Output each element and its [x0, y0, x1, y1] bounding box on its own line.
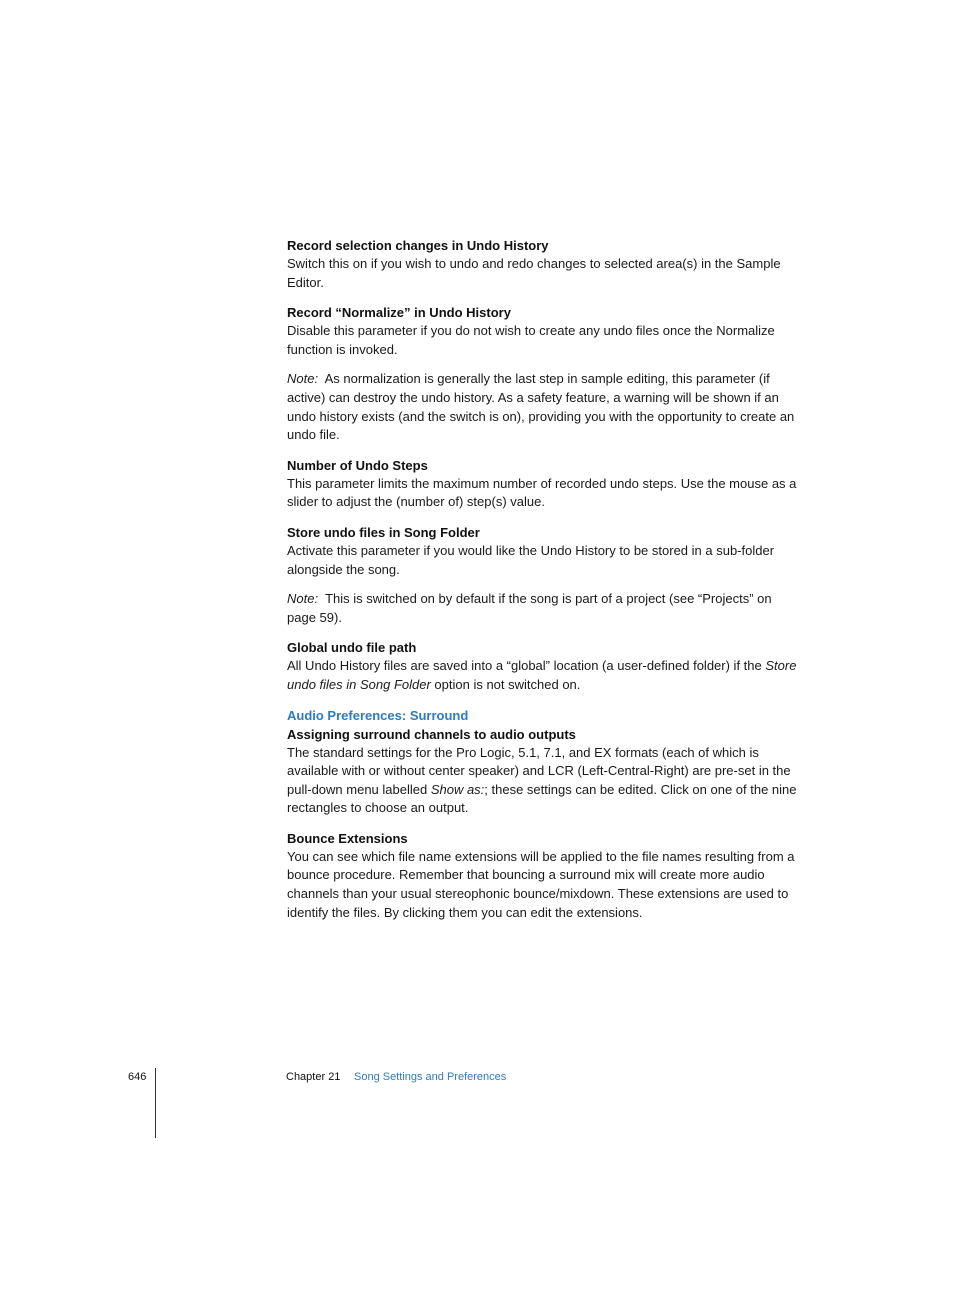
- section-bounce-extensions: [287, 829, 797, 922]
- section-heading: Global undo file path: [287, 640, 417, 656]
- note-normalization: [287, 370, 797, 444]
- page-content: [287, 236, 797, 933]
- menu-label: Show as:: [430, 781, 485, 797]
- body-text: ; these settings can be edited. Click on one of the nine rectangles to choose an output.: [287, 781, 797, 816]
- section-body: [287, 657, 797, 694]
- chapter-label: Chapter 21: [286, 1071, 341, 1083]
- section-record-selection: [287, 236, 797, 292]
- section-body: Switch this on if you wish to undo and redo changes to selected area(s) in the Sample Editor.: [287, 256, 781, 290]
- section-heading: Number of Undo Steps: [287, 457, 428, 473]
- page-number: 646: [128, 1071, 147, 1083]
- section-heading: Record selection changes in Undo History: [287, 238, 549, 253]
- note-project-default: [287, 590, 797, 627]
- section-heading: Record “Normalize” in Undo History: [287, 305, 511, 321]
- section-global-path: [287, 638, 797, 694]
- section-assign-surround: [287, 725, 797, 818]
- section-heading: Store undo files in Song Folder: [287, 524, 480, 540]
- section-heading: Bounce Extensions: [287, 830, 408, 846]
- section-store-undo: [287, 523, 797, 579]
- page-footer: [0, 1070, 954, 1090]
- body-text: The standard settings for the Pro Logic, 5.1, 7.1, and EX formats (each of which is available with or without center speaker) and LCR (Left-Central-Right) are pre-set in the pull-down menu labelled: [287, 744, 791, 797]
- chapter-title-link[interactable]: Song Settings and Preferences: [354, 1071, 507, 1083]
- section-body: Disable this parameter if you do not wish to create any undo files once the Normalize function is invoked.: [287, 323, 775, 357]
- section-body: You can see which file name extensions will be applied to the file names resulting from a bounce procedure. Remember that bouncing a surround mix will create more audio channels than your usual stereophonic bounce/mixdown. These extensions are used to identify the files. By clicking them you can edit the extensions.: [287, 848, 795, 920]
- body-text: All Undo History files are saved into a “global” location (a user-defined folder) if the: [287, 658, 766, 674]
- section-record-normalize: [287, 303, 797, 359]
- note-label: Note:: [287, 371, 319, 387]
- note-label: Note:: [287, 591, 319, 607]
- note-text: This is switched on by default if the song is part of a project (see “Projects” on page 59).: [287, 591, 772, 625]
- section-body: [287, 744, 797, 818]
- section-body: Activate this parameter if you would like the Undo History to be stored in a sub-folder alongside the song.: [287, 542, 775, 577]
- section-undo-steps: [287, 456, 797, 512]
- section-heading: Assigning surround channels to audio outputs: [287, 726, 576, 742]
- option-name: Store undo files in Song Folder: [287, 658, 797, 692]
- section-title-surround: Audio Preferences: Surround: [287, 707, 469, 723]
- section-body: This parameter limits the maximum number of recorded undo steps. Use the mouse as a slider to adjust the (number of) step(s) value.: [287, 475, 797, 510]
- body-text: option is not switched on.: [430, 676, 581, 692]
- note-text: As normalization is generally the last step in sample editing, this parameter (if active) can destroy the undo history. As a safety feature, a warning will be shown if an undo history exists (and the switch is on), providing you with the opportunity to create an undo file.: [287, 371, 795, 443]
